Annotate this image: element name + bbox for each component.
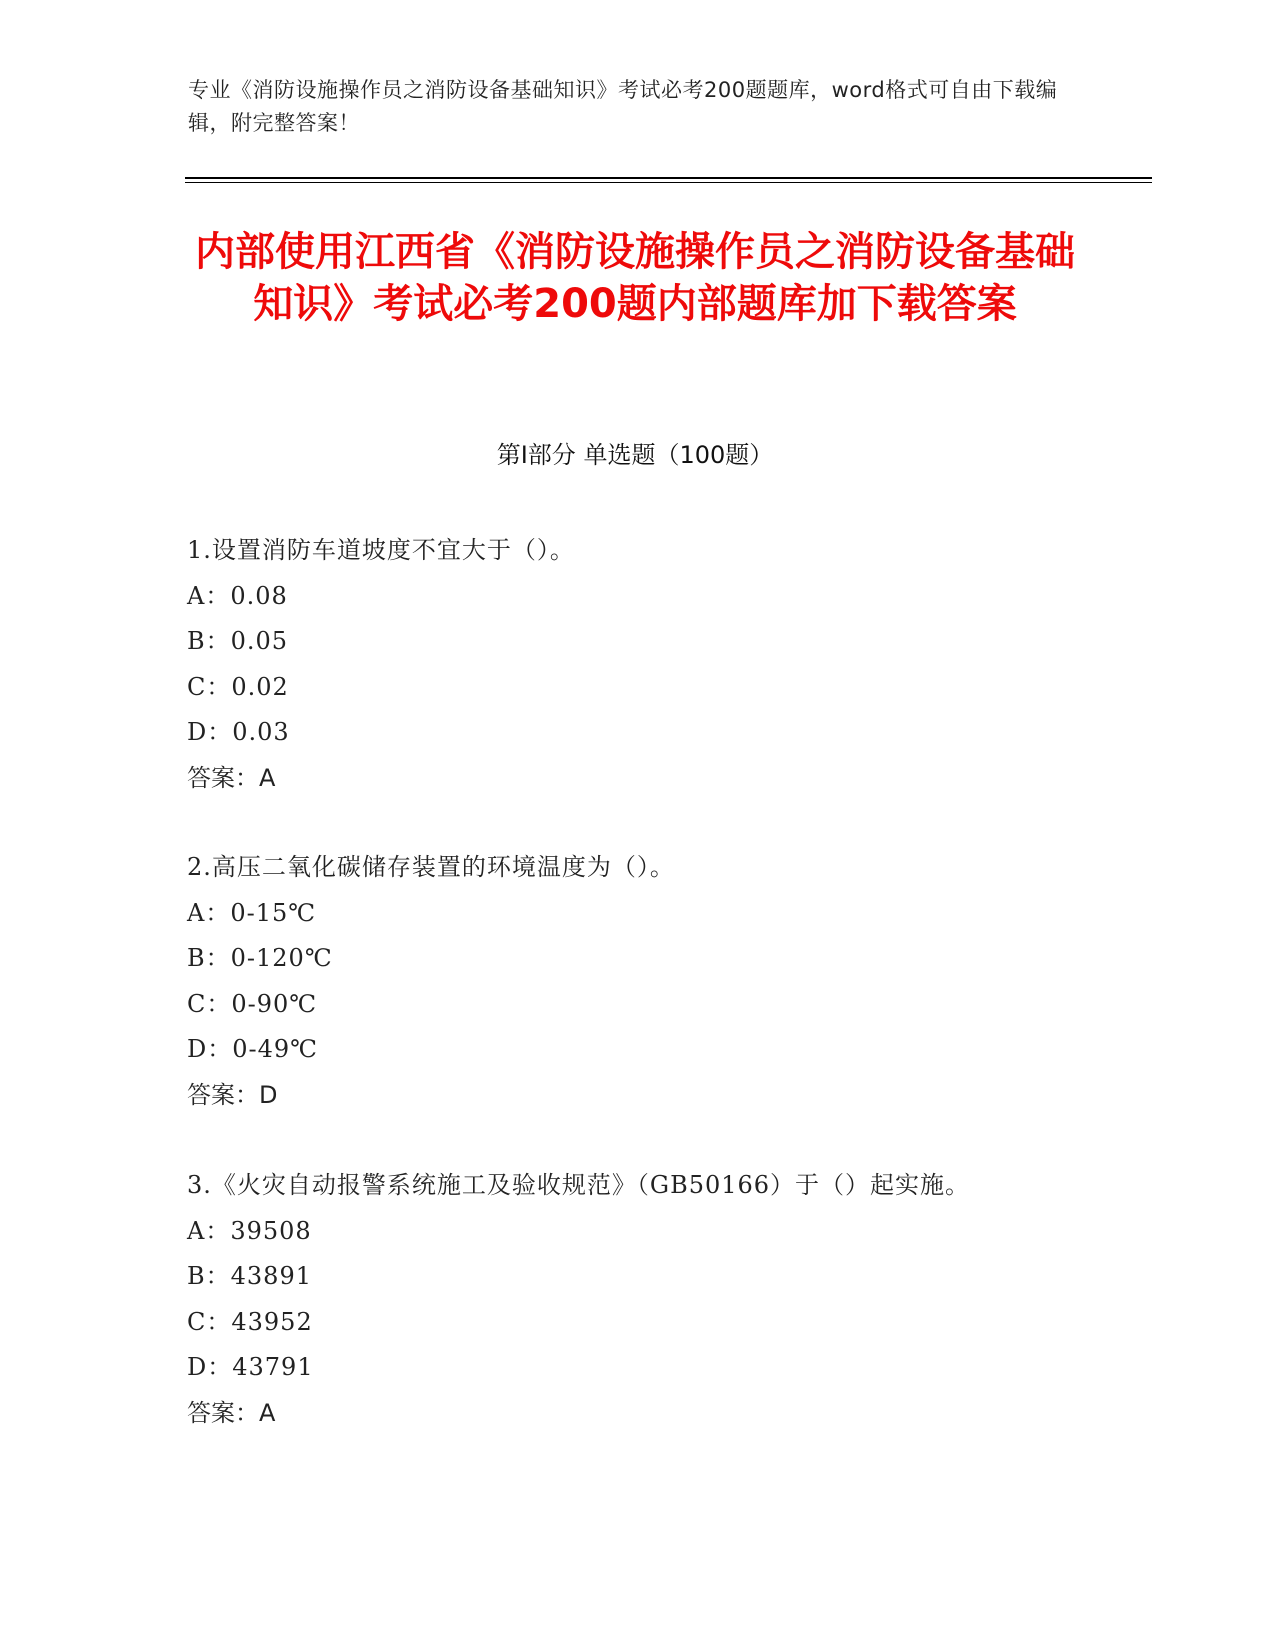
option-a: A：0-15℃ [187, 898, 317, 927]
question-item [187, 528, 1147, 801]
question-stem: 1.设置消防车道坡度不宜大于（）。 [187, 536, 575, 564]
question-item [187, 845, 1147, 1118]
answer-line: 答案：A [187, 1398, 276, 1427]
answer-line: 答案：A [187, 763, 276, 792]
question-item [187, 1163, 1147, 1436]
option-a: A：39508 [187, 1216, 312, 1245]
option-b: B：0-120℃ [187, 944, 333, 972]
document-title: 内部使用江西省《消防设施操作员之消防设备基础知识》考试必考200题内部题库加下载答案 [195, 229, 1075, 327]
option-d: D：43791 [187, 1353, 314, 1381]
option-b: B：0.05 [187, 627, 289, 655]
option-c: C：0.02 [187, 672, 289, 701]
option-d: D：0-49℃ [187, 1035, 319, 1063]
answer-line: 答案：D [187, 1080, 278, 1109]
question-stem: 3.《火灾自动报警系统施工及验收规范》（GB50166）于（）起实施。 [187, 1171, 971, 1199]
header-divider-thin [185, 182, 1152, 183]
question-stem: 2.高压二氧化碳储存装置的环境温度为（）。 [187, 853, 675, 881]
section-heading: 第I部分 单选题（100题） [496, 441, 774, 469]
option-b: B：43891 [187, 1262, 312, 1290]
option-a: A：0.08 [187, 581, 288, 610]
header-note: 专业《消防设施操作员之消防设备基础知识》考试必考200题题库，word格式可自由下载编辑，附完整答案！ [188, 78, 1058, 135]
option-c: C：0-90℃ [187, 989, 318, 1018]
option-d: D：0.03 [187, 718, 290, 746]
header-divider-thick [185, 177, 1152, 179]
option-c: C：43952 [187, 1307, 313, 1336]
